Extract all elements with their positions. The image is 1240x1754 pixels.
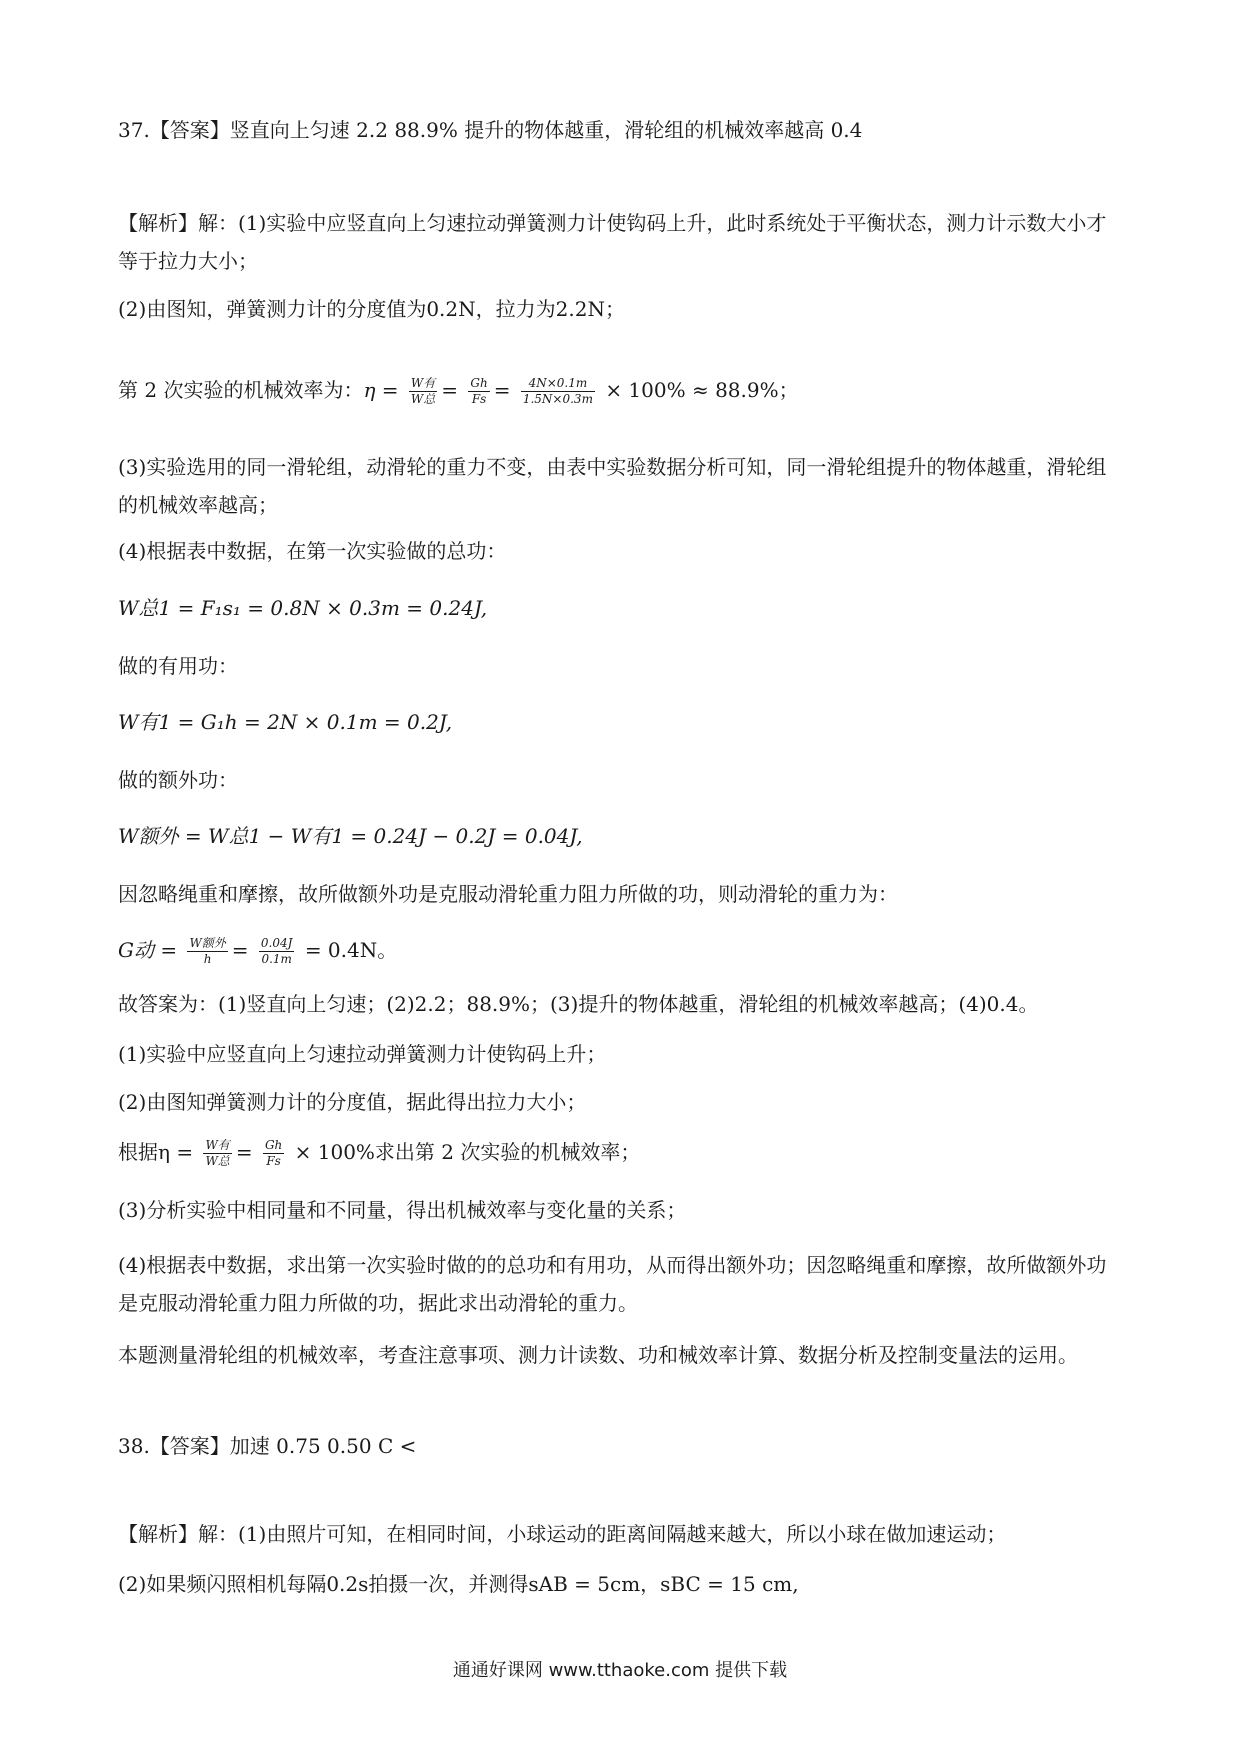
review-eff-prefix: 根据η = xyxy=(118,1140,194,1164)
q38-analysis-1: 【解析】解：(1)由照片可知，在相同时间，小球运动的距离间隔越来越大，所以小球在做加速运动； xyxy=(118,1522,1007,1546)
eq-useful-work: W有1 = G₁h = 2N × 0.1m = 0.2J, xyxy=(118,710,453,734)
page-footer: 通通好课网 www.tthaoke.com 提供下载 xyxy=(452,1660,788,1681)
q37-analysis-2: (2)由图知，弹簧测力计的分度值为0.2N，拉力为2.2N； xyxy=(118,297,625,321)
useful-work-label: 做的有用功： xyxy=(118,654,238,678)
pulley-weight-formula: G动 = $\frac{\text{W额外}}{h}$ = $\frac{0.04J}{0.1m}$ = 0.4N。 xyxy=(118,936,398,966)
q37-answer: 37.【答案】竖直向上匀速 2.2 88.9% 提升的物体越重，滑轮组的机械效率越高 0.4 xyxy=(118,118,863,142)
frac-values: $\frac{4N\times 0.1m}{1.5N\times 0.3m}$ xyxy=(522,376,593,406)
eff-prefix: 第 2 次实验的机械效率为： xyxy=(118,378,364,402)
eq-total-work: W总1 = F₁s₁ = 0.8N × 0.3m = 0.24J, xyxy=(118,596,488,620)
because-text: 因忽略绳重和摩擦，故所做额外功是克服动滑轮重力阻力所做的功，则动滑轮的重力为： xyxy=(118,882,898,906)
q37-efficiency-formula: 第 2 次实验的机械效率为：η = $\frac{\text{W有}}{\text{W总}}$ = $\frac{Gh}{Fs}$ = $\frac{4N\times 0.1m}{1.5N\times 0.3m}$ × 100% ≈ 88.9%； xyxy=(118,376,799,406)
q37-analysis-4: (4)根据表中数据，在第一次实验做的总功： xyxy=(118,539,507,563)
q38-answer: 38.【答案】加速 0.75 0.50 C < xyxy=(118,1434,417,1458)
q37-conclusion: 本题测量滑轮组的机械效率，考查注意事项、测力计读数、功和械效率计算、数据分析及控制变量法的运用。 xyxy=(118,1343,1078,1367)
q37-analysis-1: 【解析】解：(1)实验中应竖直向上匀速拉动弹簧测力计使钩码上升，此时系统处于平衡状态，测力计示数大小才等于拉力大小； xyxy=(118,211,1107,273)
g-prefix: G动 = xyxy=(118,938,178,962)
g-result: = 0.4N。 xyxy=(304,938,398,962)
q38-analysis-2: (2)如果频闪照相机每隔0.2s拍摄一次，并测得sAB = 5cm，sBC = 15 cm, xyxy=(118,1572,799,1596)
q37-analysis-3: (3)实验选用的同一滑轮组，动滑轮的重力不变，由表中实验数据分析可知，同一滑轮组提升的物体越重，滑轮组的机械效率越高； xyxy=(118,455,1107,517)
q37-summary: 故答案为：(1)竖直向上匀速；(2)2.2；88.9%；(3)提升的物体越重，滑轮组的机械效率越高；(4)0.4。 xyxy=(118,992,1039,1016)
frac-w: $\frac{\text{W有}}{\text{W总}}$ xyxy=(410,376,436,406)
g-frac-1: $\frac{\text{W额外}}{h}$ xyxy=(189,936,226,966)
review-eff-suffix: × 100%求出第 2 次实验的机械效率； xyxy=(294,1140,641,1164)
review-2: (2)由图知弹簧测力计的分度值，据此得出拉力大小； xyxy=(118,1090,587,1114)
eff-result: × 100% ≈ 88.9%； xyxy=(605,378,799,402)
review-1: (1)实验中应竖直向上匀速拉动弹簧测力计使钩码上升； xyxy=(118,1042,607,1066)
extra-work-label: 做的额外功： xyxy=(118,768,238,792)
review-eff-formula: 根据η = $\frac{\text{W有}}{\text{W总}}$ = $\frac{Gh}{Fs}$ × 100%求出第 2 次实验的机械效率； xyxy=(118,1138,641,1168)
review-4: (4)根据表中数据，求出第一次实验时做的的总功和有用功，从而得出额外功；因忽略绳重和摩擦，故所做额外功是克服动滑轮重力阻力所做的功，据此求出动滑轮的重力。 xyxy=(118,1253,1107,1315)
g-frac-2: $\frac{0.04J}{0.1m}$ xyxy=(260,936,293,966)
review-frac-gh: $\frac{Gh}{Fs}$ xyxy=(264,1138,283,1168)
eq-extra-work: W额外 = W总1 − W有1 = 0.24J − 0.2J = 0.04J, xyxy=(118,824,583,848)
review-frac-w: $\frac{\text{W有}}{\text{W总}}$ xyxy=(205,1138,230,1168)
review-3: (3)分析实验中相同量和不同量，得出机械效率与变化量的关系； xyxy=(118,1198,687,1222)
frac-gh: $\frac{Gh}{Fs}$ xyxy=(470,376,488,406)
eff-eta: η = xyxy=(363,378,399,402)
